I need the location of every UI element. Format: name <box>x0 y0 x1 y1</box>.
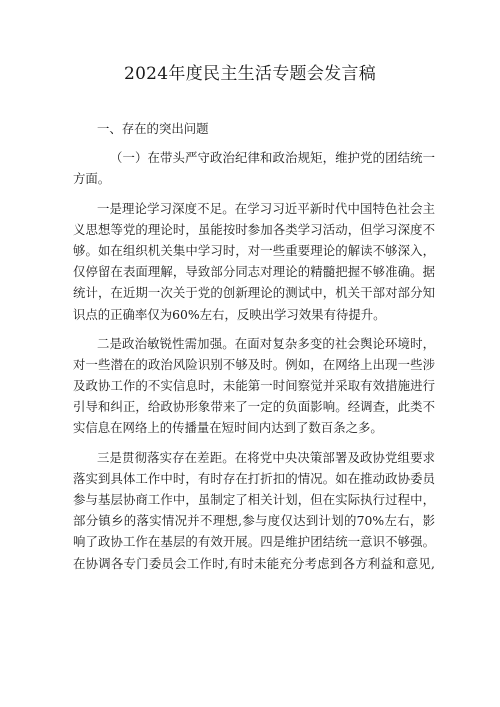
paragraph-line: 参与基层协商工作中，虽制定了相关计划，但在实际执行过程中， <box>73 492 435 507</box>
section-heading: 一、存在的突出问题 <box>97 121 209 136</box>
document-title: 2024年度民主生活专题会发言稿 <box>123 64 377 84</box>
paragraph-line: 三是贯彻落实存在差距。在将党中央决策部署及政协党组要求 <box>97 449 435 465</box>
paragraph-3 <box>73 447 435 574</box>
paragraph-line: 仅停留在表面理解，导致部分同志对理论的精髓把握不够准确。据 <box>73 264 435 280</box>
paragraph-line: 二是政治敏锐性需加强。在面对复杂多变的社会舆论环境时， <box>97 335 435 351</box>
paragraph-line: 统计，在近期一次关于党的创新理论的测试中，机关干部对部分知 <box>73 285 435 301</box>
document-body <box>73 118 435 574</box>
subheading-line: （一）在带头严守政治纪律和政治规矩，维护党的团结统一 <box>110 150 435 166</box>
paragraph-line: 引导和纠正，给政协形象带来了一定的负面影响。经调查，此类不 <box>73 399 435 415</box>
paragraph-line: 响了政协工作在基层的有效开展。四是维护团结统一意识不够强。 <box>73 534 435 550</box>
paragraph-line: 对一些潜在的政治风险识别不够及时。例如，在网络上出现一些涉 <box>73 356 435 372</box>
paragraph-line: 义思想等党的理论时，虽能按时参加各类学习活动，但学习深度不 <box>73 221 435 237</box>
paragraph-line: 落实到具体工作中时，有时存在打折扣的情况。如在推动政协委员 <box>73 470 435 486</box>
subheading-line: 方面。 <box>73 171 111 187</box>
paragraph-line: 实信息在网络上的传播量在短时间内达到了数百条之多。 <box>73 420 383 436</box>
paragraph-line: 一是理论学习深度不足。在学习习近平新时代中国特色社会主 <box>97 200 435 216</box>
subheading <box>73 147 435 189</box>
paragraph-line: 及政协工作的不实信息时，未能第一时间察觉并采取有效措施进行 <box>73 378 435 394</box>
paragraph-line: 部分镇乡的落实情况并不理想,参与度仅达到计划的70%左右，影 <box>73 513 435 529</box>
paragraph-line: 够。如在组织机关集中学习时，对一些重要理论的解读不够深入， <box>73 242 435 258</box>
paragraph-1 <box>73 198 435 325</box>
paragraph-2 <box>73 333 435 439</box>
paragraph-line: 在协调各专门委员会工作时,有时未能充分考虑到各方利益和意见, <box>73 555 435 571</box>
paragraph-line: 识点的正确率仅为60%左右，反映出学习效果有待提升。 <box>73 306 386 322</box>
